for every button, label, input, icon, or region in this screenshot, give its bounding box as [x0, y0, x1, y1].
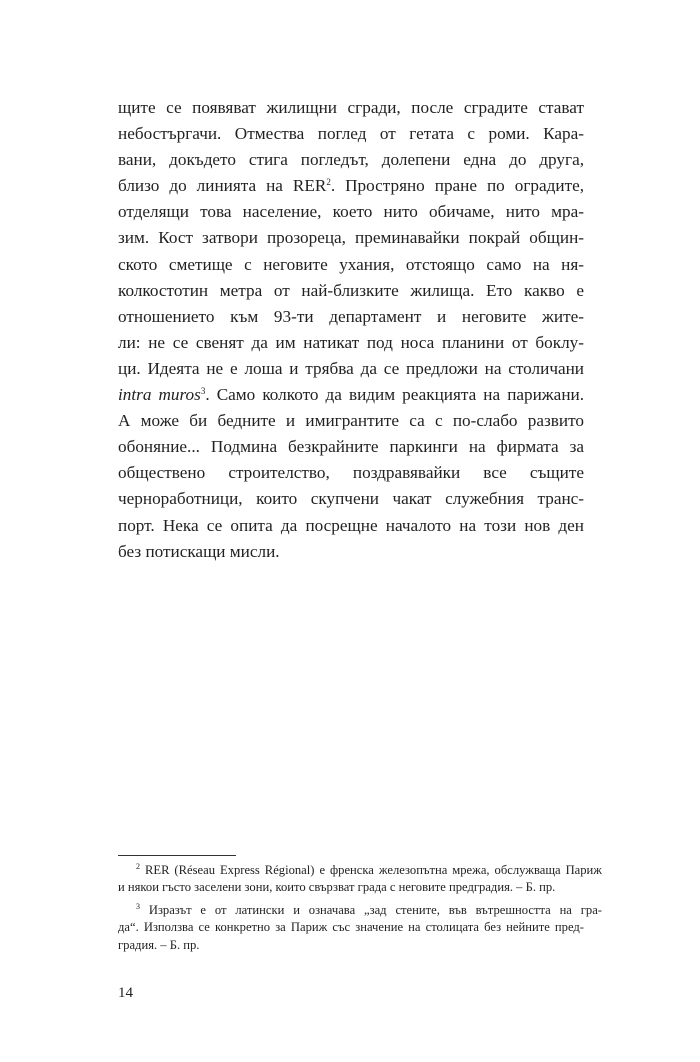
- text-line: порт. Нека се опита да посрещне началото на този нов ден: [118, 515, 584, 535]
- text-line: ското сметище с неговите ухания, отстоящо само на ня-: [118, 254, 584, 274]
- text-line: ли: не се свенят да им натикат под носа планини от боклу-: [118, 332, 584, 352]
- text-segment: близо до линията на RER: [118, 176, 327, 196]
- text-line: колкостотин метра от най-близките жилища. Ето какво е: [118, 280, 584, 300]
- text-line: небостъргачи. Отмества поглед от гетата с роми. Кара-: [118, 124, 584, 144]
- text-line: А може би бедните и имигрантите са с по-слабо развито: [118, 411, 584, 431]
- footnote-2: [118, 862, 602, 879]
- text-line: зим. Кост затвори прозореца, преминавайки покрай общин-: [118, 228, 584, 248]
- footnote-text: RER (Réseau Express Régional) е френска железопътна мрежа, обслужваща Париж: [140, 863, 602, 877]
- text-line: [118, 382, 584, 408]
- text-line: обоняние... Подмина безкрайните паркинги на фирмата за: [118, 437, 584, 457]
- footnote-ref-3: 3: [200, 386, 206, 397]
- footnote-text: да“. Използва се конкретно за Париж със значение на столицата без нейните пред-: [118, 920, 584, 935]
- page-number: 14: [118, 985, 133, 1001]
- text-line: без потискащи мисли.: [118, 541, 280, 561]
- footnote-marker: 3: [136, 901, 140, 911]
- footnote-text: и някои гъсто заселени зони, които свързват града с неговите предградия. – Б. пр.: [118, 880, 556, 895]
- footnote-text: Изразът е от латински и означава „зад стените, във вътрешността на гра-: [140, 902, 602, 917]
- text-line: ци. Идеята не е лоша и трябва да се предложи на столичани: [118, 358, 584, 378]
- text-line: чернoработници, които скупчени чакат служебния транс-: [118, 489, 584, 509]
- footnote-ref-2: 2: [326, 177, 331, 188]
- text-line: щите се появяват жилищни сгради, после сградите стават: [118, 98, 584, 117]
- text-line: обществено строителство, поздравявайки все същите: [118, 463, 584, 483]
- footnote-3: [118, 902, 602, 919]
- text-segment: . Простряно пране по оградите,: [330, 176, 584, 196]
- text-segment: . Само колкото да видим реакцията на парижани.: [205, 385, 585, 405]
- italic-latin-phrase: intra muros: [118, 385, 201, 405]
- text-line: отделящи това население, което нито обичаме, нито мра-: [118, 202, 584, 222]
- footnote-divider: [118, 855, 236, 856]
- text-line: [118, 173, 584, 199]
- footnote-marker: 2: [136, 862, 140, 871]
- footnotes: [118, 862, 602, 954]
- footnote-text: градия. – Б. пр.: [118, 937, 200, 952]
- text-line: вани, докъдето стига погледът, долепени една до друга,: [118, 150, 584, 170]
- body-text: [118, 95, 584, 565]
- text-line: отношението към 93-ти департамент и неговите жите-: [118, 306, 584, 326]
